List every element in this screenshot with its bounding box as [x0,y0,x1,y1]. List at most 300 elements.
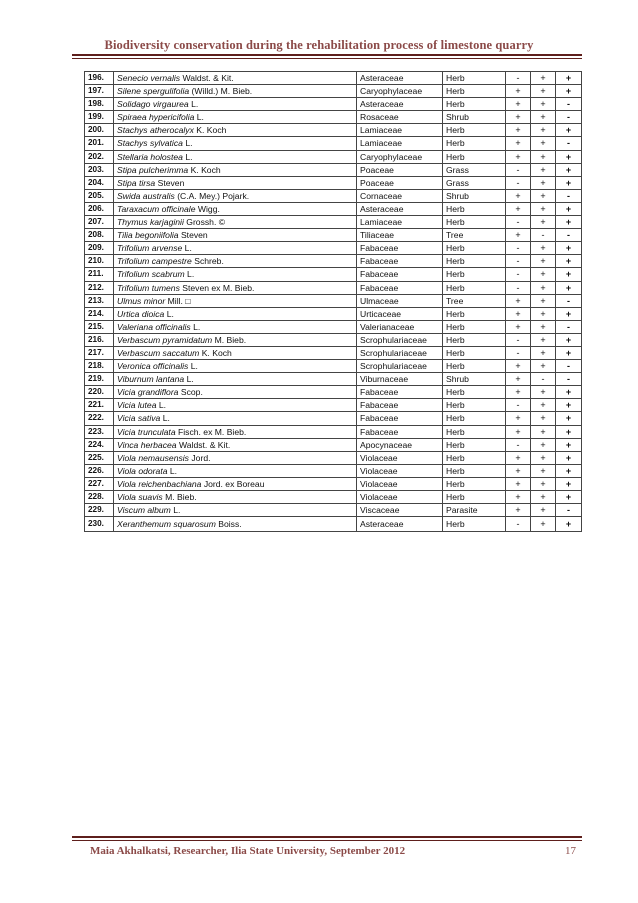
life-form-cell: Herb [443,255,506,268]
species-name-cell [114,346,357,359]
species-author: Scop. [180,387,203,398]
row-number: 225. [85,451,114,464]
family-cell: Scrophulariaceae [357,333,443,346]
presence-cell-1: + [506,229,531,242]
species-author: (C.A. Mey.) Pojark. [177,190,250,201]
life-form-cell: Herb [443,202,506,215]
row-number: 196. [85,72,114,85]
species-name-cell [114,98,357,111]
life-form-cell: Herb [443,98,506,111]
presence-cell-3: + [556,163,582,176]
presence-cell-2: + [531,189,556,202]
table-row [85,189,582,202]
presence-cell-1: + [506,150,531,163]
species-name-cell [114,464,357,477]
footer-author: Maia Akhalkatsi, Researcher, Ilia State University, September 2012 [90,845,406,857]
presence-cell-2: + [531,255,556,268]
presence-cell-1: + [506,386,531,399]
presence-cell-2: + [531,438,556,451]
page-header-title: Biodiversity conservation during the rehabilitation process of limestone quarry [104,38,534,52]
family-cell: Scrophulariaceae [357,360,443,373]
row-number: 222. [85,412,114,425]
presence-cell-2: + [531,137,556,150]
life-form-cell: Herb [443,137,506,150]
family-cell: Lamiaceae [357,124,443,137]
row-number: 215. [85,320,114,333]
row-number: 223. [85,425,114,438]
table-row [85,294,582,307]
presence-cell-2: + [531,281,556,294]
presence-cell-1: - [506,242,531,255]
species-author: Steven [157,177,185,188]
presence-cell-3: - [556,360,582,373]
presence-cell-3: + [556,399,582,412]
species-author: Waldst. & Kit. [178,439,231,450]
species-author: Mill. □ [167,295,191,306]
presence-cell-1: - [506,176,531,189]
presence-cell-3: + [556,255,582,268]
row-number: 210. [85,255,114,268]
presence-cell-2: + [531,451,556,464]
family-cell: Urticaceae [357,307,443,320]
table-row [85,202,582,215]
species-genus: Viscum album [117,505,171,516]
species-genus: Viburnum lantana [117,374,185,385]
species-genus: Stachys atherocalyx [117,125,194,136]
presence-cell-1: + [506,189,531,202]
presence-cell-3: + [556,333,582,346]
row-number: 217. [85,346,114,359]
life-form-cell: Herb [443,477,506,490]
presence-cell-1: - [506,281,531,294]
presence-cell-2: + [531,150,556,163]
species-genus: Stachys sylvatica [117,138,183,149]
presence-cell-1: + [506,412,531,425]
species-genus: Solidago virgaurea [117,99,189,110]
species-author: Wigg. [197,203,220,214]
presence-cell-3: - [556,189,582,202]
family-cell: Lamiaceae [357,216,443,229]
row-number: 224. [85,438,114,451]
row-number: 221. [85,399,114,412]
table-row [85,150,582,163]
presence-cell-1: + [506,111,531,124]
species-genus: Senecio vernalis [117,73,181,83]
family-cell: Valerianaceae [357,320,443,333]
species-name-cell [114,504,357,517]
presence-cell-2: + [531,320,556,333]
species-author: L. [185,138,193,149]
species-name-cell [114,124,357,137]
table-row [85,255,582,268]
species-genus: Silene spergulifolia [117,86,190,97]
table-row [85,386,582,399]
table-row [85,346,582,359]
life-form-cell: Shrub [443,189,506,202]
presence-cell-1: - [506,216,531,229]
species-name-cell [114,307,357,320]
presence-cell-2: + [531,72,556,85]
row-number: 214. [85,307,114,320]
row-number: 207. [85,216,114,229]
presence-cell-1: - [506,333,531,346]
presence-cell-3: + [556,124,582,137]
presence-cell-3: + [556,464,582,477]
presence-cell-1: + [506,504,531,517]
life-form-cell: Herb [443,425,506,438]
presence-cell-1: - [506,255,531,268]
row-number: 219. [85,373,114,386]
table-row [85,425,582,438]
life-form-cell: Grass [443,176,506,189]
row-number: 228. [85,491,114,504]
family-cell: Apocynaceae [357,438,443,451]
life-form-cell: Herb [443,464,506,477]
presence-cell-2: + [531,216,556,229]
species-name-cell [114,242,357,255]
species-name-cell [114,438,357,451]
family-cell: Fabaceae [357,386,443,399]
species-author: L. [185,151,193,162]
species-genus: Spiraea hypericifolia [117,112,195,123]
presence-cell-2: + [531,111,556,124]
family-cell: Caryophylaceae [357,150,443,163]
page-number: 17 [565,845,576,857]
species-name-cell [114,111,357,124]
species-author: L. [158,400,167,411]
species-author: Steven [180,230,208,241]
row-number: 216. [85,333,114,346]
presence-cell-2: + [531,176,556,189]
life-form-cell: Herb [443,72,506,85]
life-form-cell: Herb [443,281,506,294]
presence-cell-3: - [556,229,582,242]
presence-cell-1: + [506,477,531,490]
species-name-cell [114,150,357,163]
presence-cell-1: - [506,438,531,451]
species-name-cell [114,477,357,490]
species-genus: Viola nemausensis [117,452,189,463]
species-author: L. [162,413,170,424]
row-number: 218. [85,360,114,373]
species-author: L. [193,321,201,332]
family-cell: Asteraceae [357,517,443,532]
table-row [85,98,582,111]
species-genus: Trifolium campestre [117,256,192,267]
family-cell: Asteraceae [357,98,443,111]
row-number: 227. [85,477,114,490]
presence-cell-3: + [556,438,582,451]
family-cell: Violaceae [357,451,443,464]
species-name-cell [114,360,357,373]
table-row [85,517,582,532]
family-cell: Fabaceae [357,399,443,412]
presence-cell-3: + [556,451,582,464]
presence-cell-1: + [506,451,531,464]
presence-cell-1: + [506,294,531,307]
presence-cell-1: - [506,268,531,281]
table-row [85,464,582,477]
presence-cell-2: + [531,491,556,504]
life-form-cell: Herb [443,85,506,98]
table-row [85,85,582,98]
table-row [85,268,582,281]
family-cell: Violaceae [357,477,443,490]
table-row [85,124,582,137]
presence-cell-2: + [531,386,556,399]
life-form-cell: Herb [443,491,506,504]
species-name-cell [114,202,357,215]
presence-cell-2: + [531,294,556,307]
presence-cell-1: + [506,491,531,504]
table-row [85,412,582,425]
table-row [85,477,582,490]
species-author: Boiss. [218,519,242,530]
presence-cell-1: + [506,320,531,333]
presence-cell-3: + [556,72,582,85]
species-author: L. [184,243,192,254]
species-name-cell [114,189,357,202]
life-form-cell: Tree [443,294,506,307]
presence-cell-3: + [556,85,582,98]
presence-cell-3: + [556,150,582,163]
species-name-cell [114,268,357,281]
species-name-cell [114,137,357,150]
presence-cell-3: + [556,386,582,399]
presence-cell-1: - [506,72,531,85]
presence-cell-3: + [556,477,582,490]
presence-cell-1: + [506,373,531,386]
species-genus: Stellaria holostea [117,151,183,162]
species-author: L. [166,308,174,319]
presence-cell-2: + [531,399,556,412]
species-name-cell [114,399,357,412]
species-genus: Urtica dioica [117,308,165,319]
species-genus: Viola odorata [117,465,168,476]
presence-cell-2: + [531,202,556,215]
row-number: 212. [85,281,114,294]
species-name-cell [114,451,357,464]
row-number: 206. [85,202,114,215]
row-number: 202. [85,150,114,163]
life-form-cell: Herb [443,242,506,255]
presence-cell-2: + [531,98,556,111]
species-author: L. [173,505,181,516]
table-row [85,163,582,176]
presence-cell-3: + [556,216,582,229]
table-row [85,504,582,517]
life-form-cell: Grass [443,163,506,176]
life-form-cell: Herb [443,399,506,412]
species-table-body [85,72,582,532]
species-name-cell [114,333,357,346]
table-row [85,360,582,373]
species-author: Schreb. [194,256,224,267]
family-cell: Caryophylaceae [357,85,443,98]
species-author: Steven ex M. Bieb. [182,282,255,293]
row-number: 220. [85,386,114,399]
presence-cell-2: + [531,307,556,320]
species-genus: Valeriana officinalis [117,321,191,332]
presence-cell-2: + [531,517,556,532]
table-row [85,176,582,189]
life-form-cell: Herb [443,360,506,373]
species-author: Grossh. © [186,217,226,228]
footer-rule-thin [72,840,582,841]
life-form-cell: Herb [443,216,506,229]
life-form-cell: Herb [443,451,506,464]
family-cell: Violaceae [357,491,443,504]
family-cell: Fabaceae [357,268,443,281]
life-form-cell: Herb [443,268,506,281]
family-cell: Scrophulariaceae [357,346,443,359]
table-row [85,307,582,320]
species-genus: Viola reichenbachiana [117,478,202,489]
presence-cell-1: + [506,307,531,320]
species-genus: Stipa pulcherimma [117,164,189,175]
life-form-cell: Herb [443,438,506,451]
species-author: L. [190,361,198,372]
row-number: 208. [85,229,114,242]
species-table [84,71,582,532]
species-name-cell [114,255,357,268]
species-author: L. [191,99,199,110]
life-form-cell: Herb [443,346,506,359]
row-number: 200. [85,124,114,137]
species-name-cell [114,373,357,386]
species-genus: Trifolium tumens [117,282,180,293]
presence-cell-3: - [556,111,582,124]
species-author: M. Bieb. [214,334,247,345]
species-genus: Verbascum saccatum [117,347,200,358]
family-cell: Violaceae [357,464,443,477]
table-row [85,438,582,451]
life-form-cell: Herb [443,517,506,532]
species-genus: Ulmus minor [117,295,166,306]
table-row [85,111,582,124]
species-name-cell [114,72,357,85]
family-cell: Tiliaceae [357,229,443,242]
species-name-cell [114,412,357,425]
species-genus: Stipa tirsa [117,177,156,188]
presence-cell-1: + [506,360,531,373]
species-genus: Xeranthemum squarosum [117,519,216,530]
species-author: Jord. ex Boreau [203,478,265,489]
species-author: Jord. [191,452,211,463]
presence-cell-2: + [531,504,556,517]
species-name-cell [114,176,357,189]
species-author: L. [187,269,195,280]
presence-cell-3: + [556,202,582,215]
species-author: K. Koch [196,125,227,136]
species-genus: Vinca herbacea [117,439,177,450]
row-number: 204. [85,176,114,189]
family-cell: Poaceae [357,176,443,189]
presence-cell-2: + [531,124,556,137]
family-cell: Poaceae [357,163,443,176]
species-genus: Thymus karjaginii [117,217,184,228]
header-rule-thick [72,54,582,56]
species-name-cell [114,386,357,399]
species-author: Fisch. ex M. Bieb. [178,426,247,437]
species-name-cell [114,294,357,307]
species-name-cell [114,320,357,333]
table-row [85,320,582,333]
presence-cell-3: + [556,268,582,281]
family-cell: Asteraceae [357,202,443,215]
family-cell: Fabaceae [357,255,443,268]
species-genus: Trifolium arvense [117,243,183,254]
life-form-cell: Herb [443,386,506,399]
row-number: 229. [85,504,114,517]
presence-cell-3: + [556,491,582,504]
species-genus: Viola suavis [117,492,163,502]
table-row [85,451,582,464]
presence-cell-1: + [506,137,531,150]
presence-cell-1: - [506,163,531,176]
species-genus: Vicia grandiflora [117,387,179,398]
row-number: 203. [85,163,114,176]
species-name-cell [114,517,357,532]
row-number: 197. [85,85,114,98]
presence-cell-2: + [531,163,556,176]
presence-cell-2: + [531,346,556,359]
species-genus: Taraxacum officinale [117,203,196,214]
table-row [85,216,582,229]
presence-cell-2: + [531,333,556,346]
species-genus: Vicia lutea [117,400,157,411]
species-author: Waldst. & Kit. [182,73,234,83]
species-author: L. [196,112,204,123]
life-form-cell: Herb [443,124,506,137]
family-cell: Viscaceae [357,504,443,517]
species-author: (Willd.) M. Bieb. [191,86,253,97]
row-number: 226. [85,464,114,477]
presence-cell-2: + [531,85,556,98]
life-form-cell: Tree [443,229,506,242]
presence-cell-3: - [556,504,582,517]
life-form-cell: Shrub [443,373,506,386]
family-cell: Fabaceae [357,425,443,438]
presence-cell-3: + [556,307,582,320]
table-row [85,373,582,386]
species-genus: Verbascum pyramidatum [117,334,213,345]
presence-cell-2: + [531,360,556,373]
presence-cell-2: + [531,242,556,255]
life-form-cell: Herb [443,150,506,163]
species-author: M. Bieb. [165,492,197,502]
presence-cell-1: + [506,464,531,477]
family-cell: Cornaceae [357,189,443,202]
presence-cell-2: + [531,425,556,438]
presence-cell-2: - [531,373,556,386]
table-row [85,281,582,294]
presence-cell-3: + [556,425,582,438]
presence-cell-1: - [506,346,531,359]
presence-cell-3: + [556,242,582,255]
species-author: L. [186,374,194,385]
species-name-cell [114,491,357,504]
life-form-cell: Parasite [443,504,506,517]
species-name-cell [114,425,357,438]
life-form-cell: Herb [443,333,506,346]
life-form-cell: Herb [443,307,506,320]
table-row [85,229,582,242]
species-name-cell [114,163,357,176]
species-name-cell [114,229,357,242]
life-form-cell: Shrub [443,111,506,124]
life-form-cell: Herb [443,412,506,425]
